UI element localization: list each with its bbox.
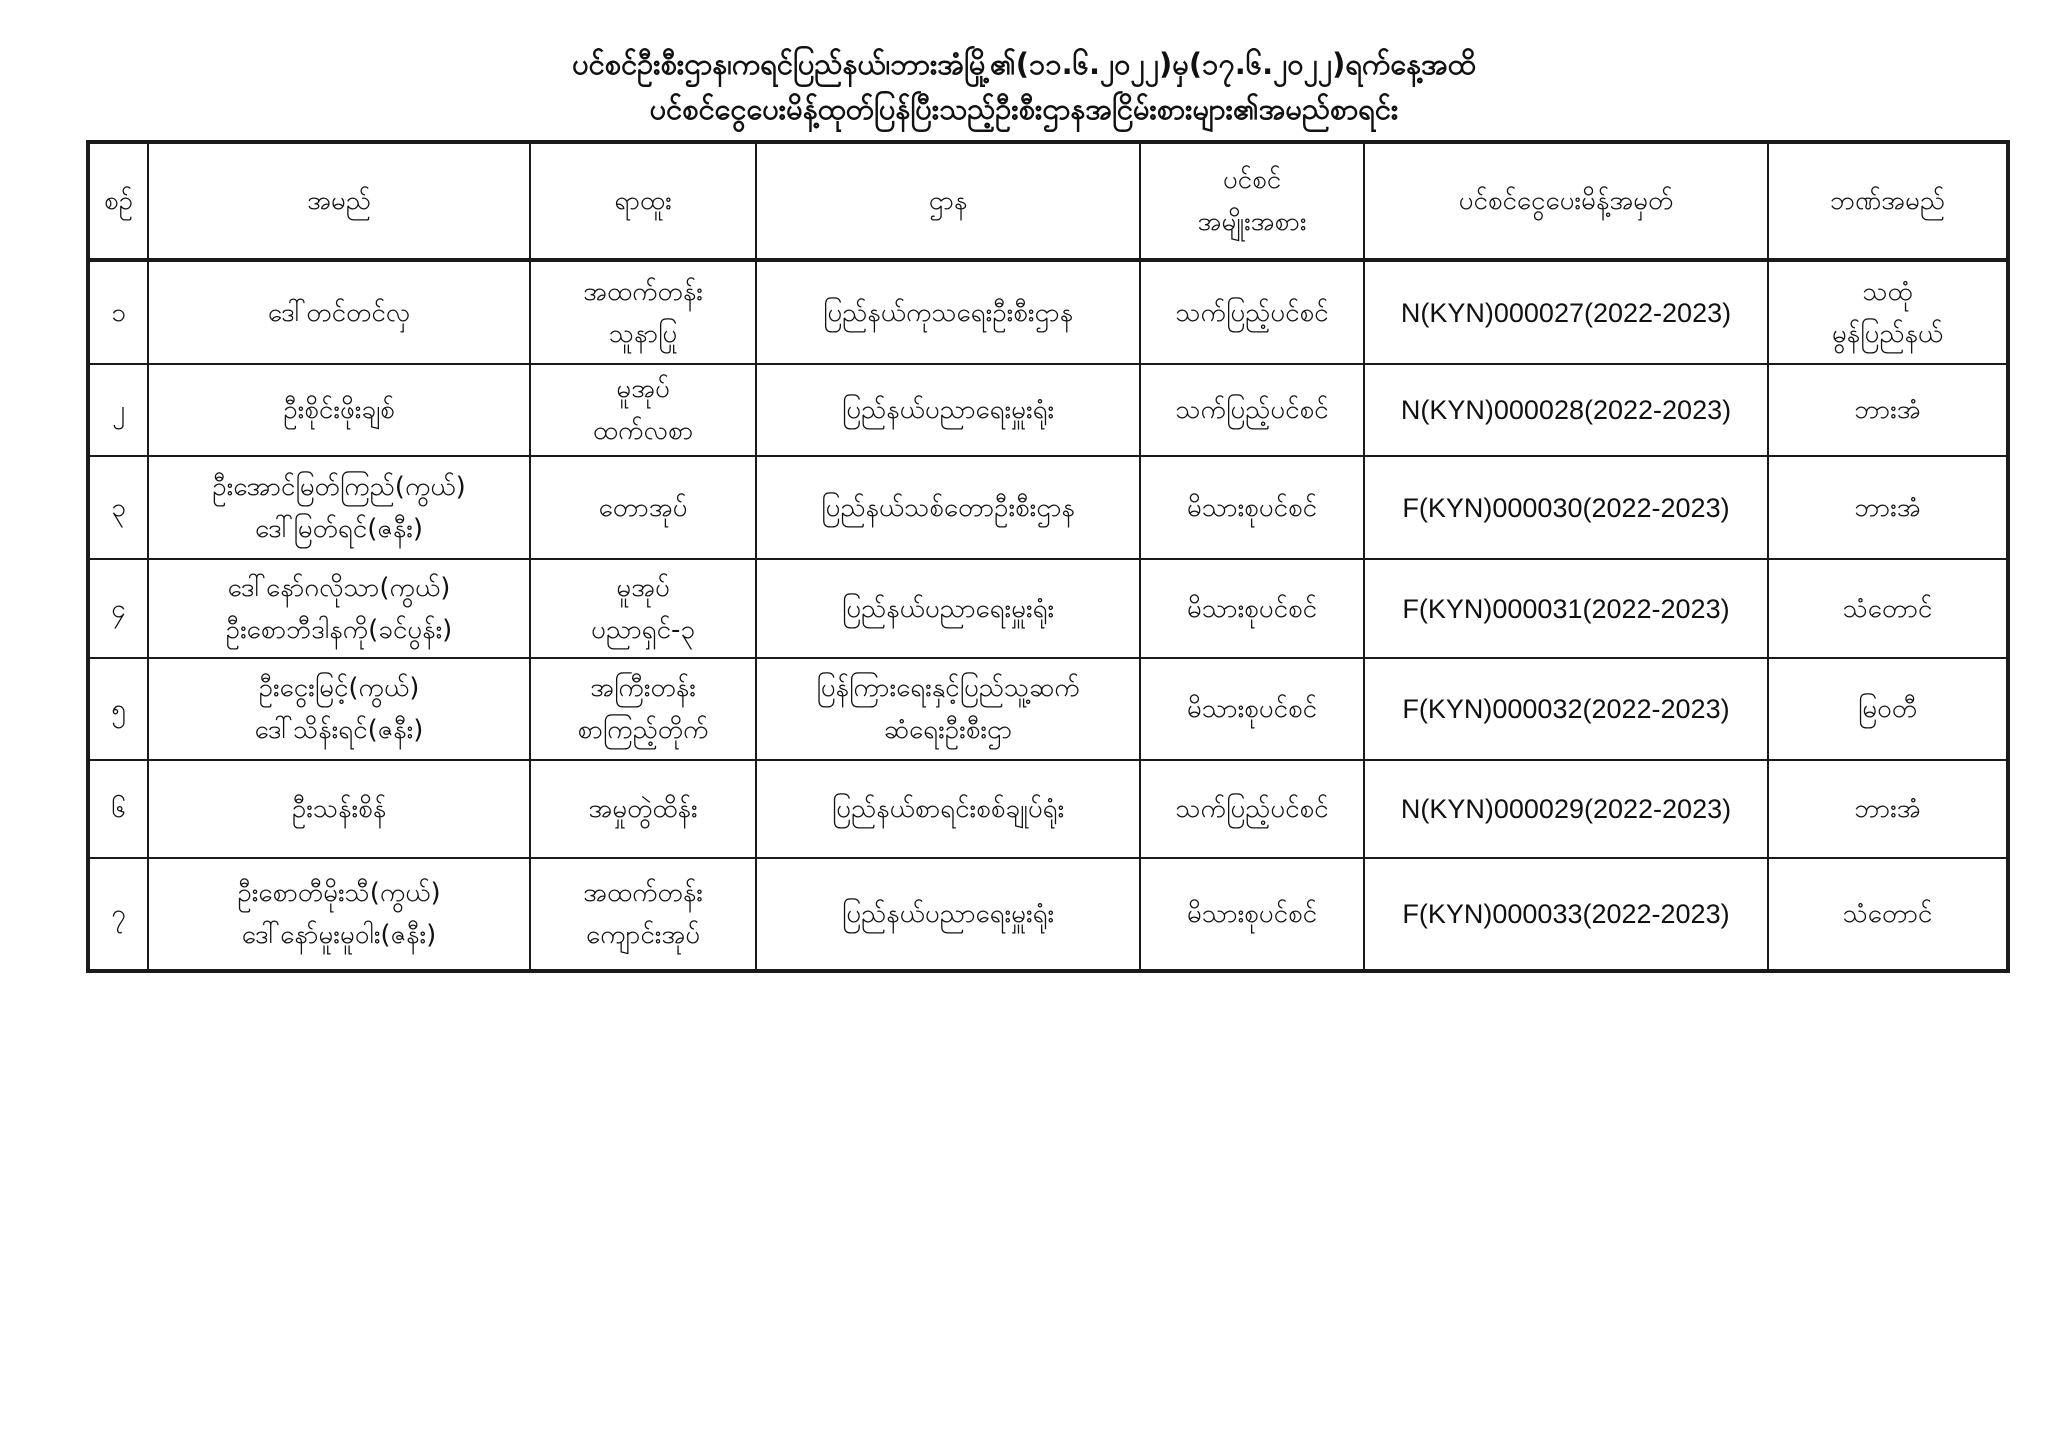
- name-line: ဒေါ်နော်ဂလိုသာ(ကွယ်): [227, 572, 451, 603]
- permit-number-cell: N(KYN)000029(2022-2023): [1364, 760, 1768, 858]
- header-no: စဉ်: [88, 142, 148, 260]
- department-cell: [756, 658, 1140, 760]
- row-number: ၇: [88, 858, 148, 971]
- pension-type-cell: သက်ပြည့်ပင်စင်: [1140, 364, 1364, 456]
- header-permit-no: ပင်စင်ငွေပေးမိန့်အမှတ်: [1364, 142, 1768, 260]
- rank-line: အထက်တန်း: [583, 276, 703, 307]
- row-number: ၁: [88, 260, 148, 364]
- department-line: ဆံရေးဦးစီးဌာ: [883, 715, 1013, 745]
- rank-line: မူအုပ်: [616, 374, 670, 404]
- pension-type-cell: မိသားစုပင်စင်: [1140, 658, 1364, 760]
- table-row: [88, 260, 2008, 364]
- bank-cell: [1768, 559, 2008, 658]
- document-title: [0, 42, 2048, 132]
- table-row: [88, 658, 2008, 760]
- rank-cell: [530, 364, 756, 456]
- pensioner-name: [148, 364, 530, 456]
- pensioner-name: [148, 456, 530, 559]
- header-pension-type-line2: အမျိုးအစား: [1197, 207, 1307, 237]
- permit-number-cell: N(KYN)000028(2022-2023): [1364, 364, 1768, 456]
- bank-line: သံတောင်: [1842, 899, 1933, 929]
- rank-cell: [530, 456, 756, 559]
- bank-cell: [1768, 658, 2008, 760]
- rank-line: အထက်တန်း: [583, 878, 703, 908]
- rank-cell: [530, 858, 756, 971]
- header-pension-type-line1: ပင်စင်: [1222, 165, 1282, 195]
- department-line: ပြည်နယ်ပညာရေးမှူးရုံး: [841, 593, 1055, 624]
- header-department: ဌာန: [756, 142, 1140, 260]
- department-line: ပြည်နယ်ပညာရေးမှူးရုံး: [841, 899, 1055, 929]
- pensioner-name: [148, 559, 530, 658]
- bank-cell: [1768, 364, 2008, 456]
- row-number: ၅: [88, 658, 148, 760]
- name-line: ဒေါ်တင်တင်လှ: [267, 297, 411, 328]
- rank-line: အကြီးတန်း: [590, 673, 696, 703]
- bank-line: မြဝတီ: [1857, 694, 1918, 724]
- permit-number-cell: F(KYN)000033(2022-2023): [1364, 858, 1768, 971]
- name-line: ဦးအောင်မြတ်ကြည်(ကွယ်): [212, 471, 466, 502]
- rank-cell: [530, 559, 756, 658]
- pension-type-cell: သက်ပြည့်ပင်စင်: [1140, 260, 1364, 364]
- header-rank: ရာထူး: [530, 142, 756, 260]
- permit-number-cell: F(KYN)000031(2022-2023): [1364, 559, 1768, 658]
- name-line: ဦးသန်းစိန်: [291, 794, 387, 824]
- pensioner-name: [148, 858, 530, 971]
- bank-line: ဘားအံ: [1854, 794, 1921, 824]
- permit-number-cell: N(KYN)000027(2022-2023): [1364, 260, 1768, 364]
- row-number: ၂: [88, 364, 148, 456]
- row-number: ၄: [88, 559, 148, 658]
- department-cell: [756, 760, 1140, 858]
- department-cell: [756, 456, 1140, 559]
- department-line: ပြန်ကြားရေးနှင့်ပြည်သူ့ဆက်: [816, 673, 1080, 703]
- pension-type-cell: မိသားစုပင်စင်: [1140, 559, 1364, 658]
- pensioner-table: [86, 140, 2010, 973]
- rank-line: မူအုပ်: [616, 572, 670, 603]
- table-header-row: [88, 142, 2008, 260]
- header-pension-type: [1140, 142, 1364, 260]
- department-cell: [756, 559, 1140, 658]
- name-line: ဦးစောဘီဒါနကို(ခင်ပွန်း): [225, 614, 453, 645]
- table-row: [88, 456, 2008, 559]
- department-line: ပြည်နယ်ကုသရေးဦးစီးဌာန: [822, 297, 1074, 328]
- department-cell: [756, 260, 1140, 364]
- pension-type-cell: မိသားစုပင်စင်: [1140, 858, 1364, 971]
- bank-line: ဘားအံ: [1854, 492, 1921, 523]
- name-line: ဦးစိုင်းဖိုးချစ်: [283, 395, 395, 425]
- name-line: ဒေါ်မြတ်ရင်(ဇနီး): [254, 513, 424, 544]
- bank-cell: [1768, 260, 2008, 364]
- rank-cell: [530, 658, 756, 760]
- department-line: ပြည်နယ်စာရင်းစစ်ချုပ်ရုံး: [831, 794, 1065, 824]
- table-row: [88, 760, 2008, 858]
- name-line: ဦးစောတီမိုးသီ(ကွယ်): [237, 878, 441, 908]
- bank-line: သံတောင်: [1842, 593, 1933, 624]
- bank-cell: [1768, 760, 2008, 858]
- pensioner-name: [148, 658, 530, 760]
- department-line: ပြည်နယ်သစ်တောဦးစီးဌာန: [821, 492, 1075, 523]
- rank-line: စာကြည့်တိုက်: [577, 715, 709, 745]
- rank-line: သူနာပြု: [608, 318, 678, 349]
- header-bank: ဘဏ်အမည်: [1768, 142, 2008, 260]
- rank-line: ထက်လစာ: [592, 416, 694, 446]
- pension-type-cell: မိသားစုပင်စင်: [1140, 456, 1364, 559]
- rank-line: ကျောင်းအုပ်: [585, 920, 701, 950]
- department-cell: [756, 364, 1140, 456]
- pensioner-name: [148, 260, 530, 364]
- title-line-1: ပင်စင်ဦးစီးဌာန၊ကရင်ပြည်နယ်၊ဘားအံမြို့၏(၁၁.၆.၂၀၂၂)မှ(၁၇.၆.၂၀၂၂)ရက်နေ့အထိ: [572, 47, 1476, 81]
- table-row: [88, 559, 2008, 658]
- department-line: ပြည်နယ်ပညာရေးမှူးရုံး: [841, 395, 1055, 425]
- rank-line: ပညာရှင်-၃: [590, 614, 695, 645]
- rank-line: တောအုပ်: [598, 492, 688, 523]
- pension-type-cell: သက်ပြည့်ပင်စင်: [1140, 760, 1364, 858]
- name-line: ဦးငွေးမြင့်(ကွယ်): [258, 673, 420, 703]
- pensioner-name: [148, 760, 530, 858]
- bank-line: သထုံ: [1862, 276, 1913, 307]
- rank-cell: [530, 760, 756, 858]
- department-cell: [756, 858, 1140, 971]
- bank-line: မွန်ပြည်နယ်: [1831, 318, 1944, 349]
- name-line: ဒေါ်နော်မူးမူဝါး(ဇနီး): [241, 920, 437, 950]
- rank-line: အမှုတွဲထိန်း: [588, 794, 698, 824]
- permit-number-cell: F(KYN)000032(2022-2023): [1364, 658, 1768, 760]
- permit-number-cell: F(KYN)000030(2022-2023): [1364, 456, 1768, 559]
- title-line-2: ပင်စင်ငွေပေးမိန့်ထုတ်ပြန်ပြီးသည့်ဦးစီးဌာနအငြိမ်းစားများ၏အမည်စာရင်း: [649, 92, 1399, 126]
- bank-line: ဘားအံ: [1854, 395, 1921, 425]
- bank-cell: [1768, 456, 2008, 559]
- table-row: [88, 858, 2008, 971]
- row-number: ၃: [88, 456, 148, 559]
- name-line: ဒေါ်သိန်းရင်(ဇနီး): [254, 715, 424, 745]
- row-number: ၆: [88, 760, 148, 858]
- table-row: [88, 364, 2008, 456]
- bank-cell: [1768, 858, 2008, 971]
- rank-cell: [530, 260, 756, 364]
- header-name: အမည်: [148, 142, 530, 260]
